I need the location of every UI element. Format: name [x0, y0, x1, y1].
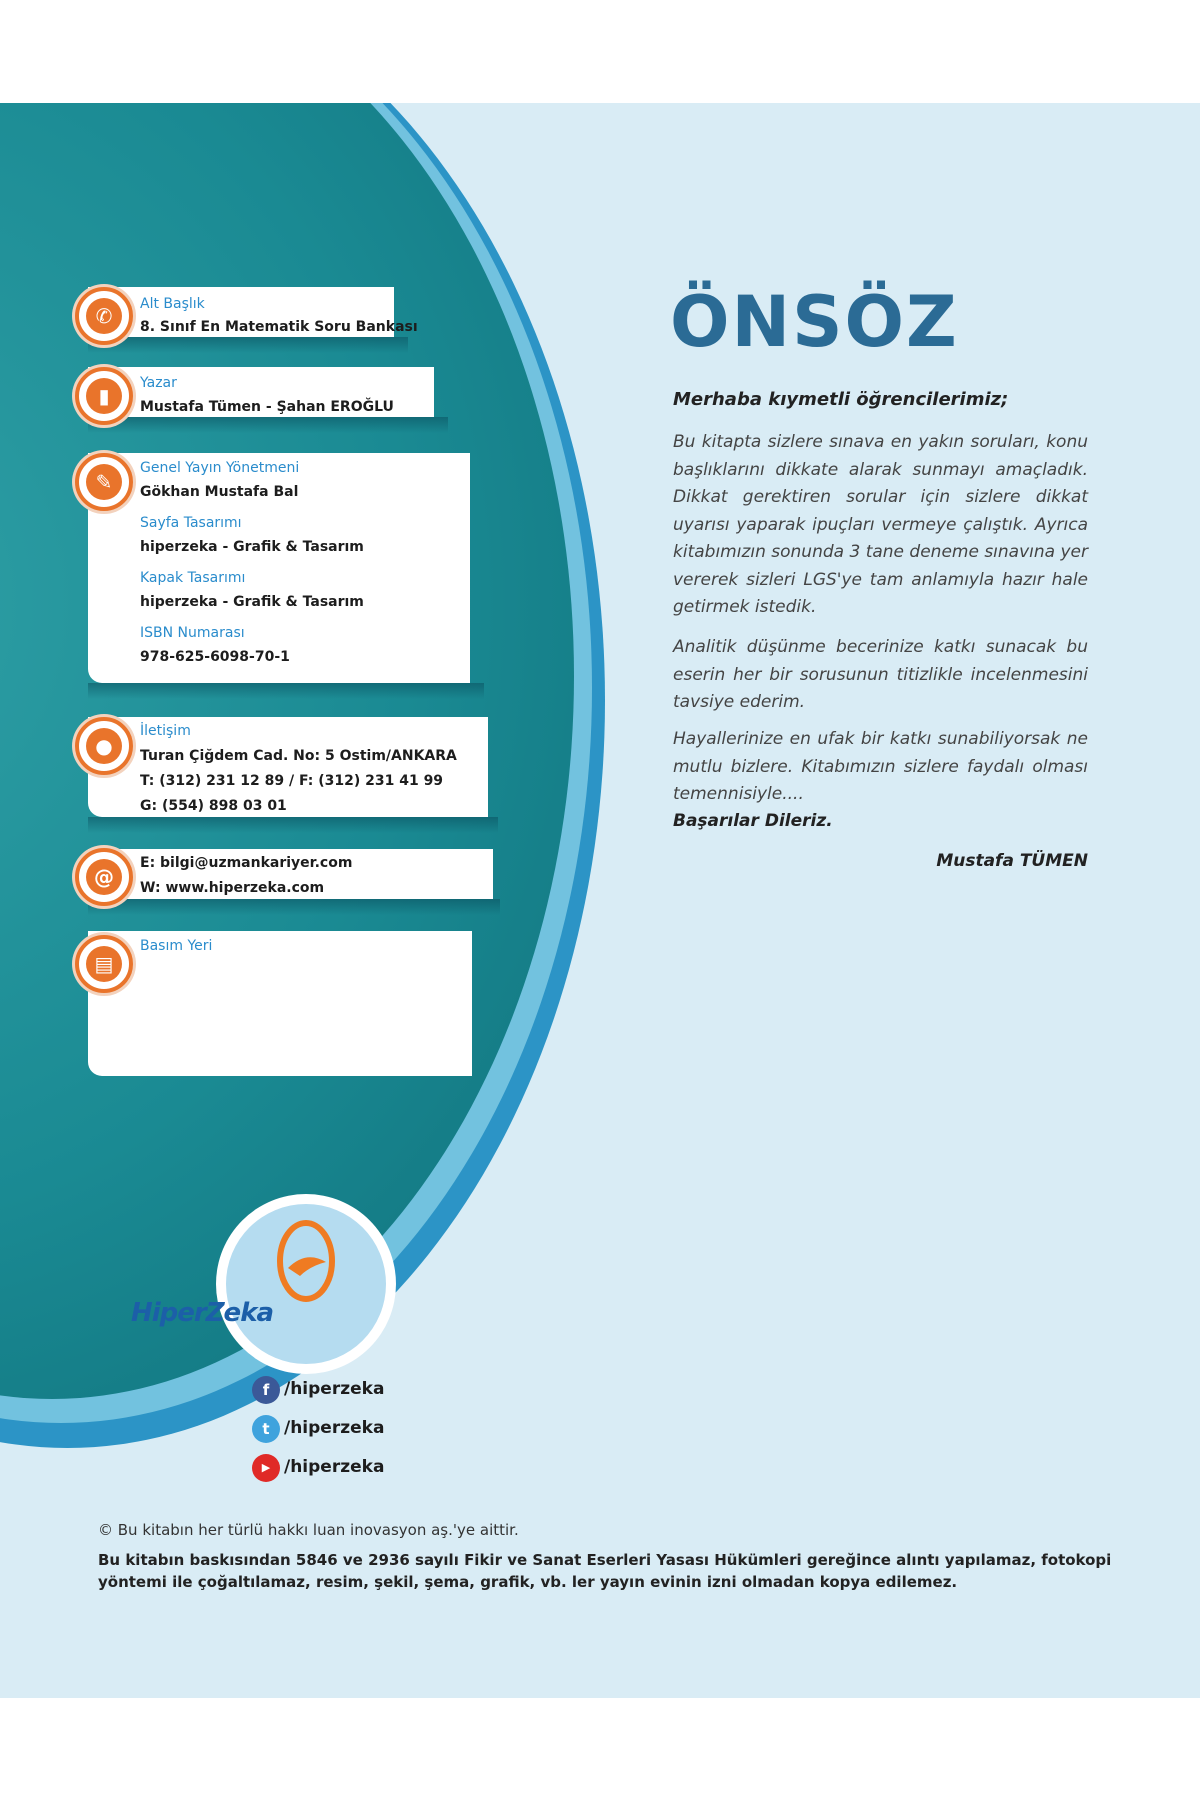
page-title: ÖNSÖZ — [670, 281, 959, 363]
printing-badge — [75, 935, 133, 993]
contact-phone-fax: T: (312) 231 12 89 / F: (312) 231 41 99 — [140, 773, 444, 789]
page-design-value: hiperzeka - Grafik & Tasarım — [140, 539, 364, 555]
subtitle-value: 8. Sınıf En Matematik Soru Bankası — [140, 319, 418, 335]
author-badge — [75, 367, 133, 425]
author-label: Yazar — [140, 375, 177, 391]
panel-shadow — [88, 683, 484, 699]
preface-paragraph: Bu kitapta sizlere sınava en yakın soruları, konu başlıklarını dikkate alarak sunmayı amaçladık. Dikkat gerektiren sorular için sizlere dikkat uyarısı yaparak ipuçları vermeye çalıştık. Ayrıca kitabımızın sonunda 3 tane deneme sınavına yer vererek sizleri LGS'ye tam anlamıyla hazır hale getirmek istedik. — [673, 432, 1088, 617]
director-label: Genel Yayın Yönetmeni — [140, 460, 300, 476]
logo-wordmark: HiperZeka — [130, 1298, 274, 1328]
cover-design-value: hiperzeka - Grafik & Tasarım — [140, 594, 364, 610]
contact-address: Turan Çiğdem Cad. No: 5 Ostim/ANKARA — [140, 748, 457, 764]
facebook-handle[interactable]: /hiperzeka — [284, 1379, 385, 1399]
twitter-handle[interactable]: /hiperzeka — [284, 1418, 385, 1438]
author-value: Mustafa Tümen - Şahan EROĞLU — [140, 399, 394, 415]
preface-paragraph: Analitik düşünme becerinize katkı sunacak bu eserin her bir sorusunun titizlikle incelenmesini tavsiye ederim. — [673, 637, 1088, 712]
printing-label: Basım Yeri — [140, 938, 213, 954]
copyright-notice: © Bu kitabın her türlü hakkı luan inovasyon aş.'ye aittir. — [98, 1521, 519, 1539]
twitter-icon[interactable]: t — [252, 1415, 280, 1443]
book-icon: ▮ — [86, 378, 122, 414]
facebook-icon[interactable]: f — [252, 1376, 280, 1404]
at-icon: @ — [86, 859, 122, 895]
contact-gsm: G: (554) 898 03 01 — [140, 798, 287, 814]
youtube-icon[interactable]: ▶ — [252, 1454, 280, 1482]
youtube-handle[interactable]: /hiperzeka — [284, 1457, 385, 1477]
subtitle-label: Alt Başlık — [140, 296, 205, 312]
legal-notice: Bu kitabın baskısından 5846 ve 2936 sayılı Fikir ve Sanat Eserleri Yasası Hükümleri gereğince alıntı yapılamaz, fotokopi yöntemi ile çoğaltılamaz, resim, şekil, şema, grafik, vb. ler yayın evinin izni olmadan kopya edilemez. — [98, 1551, 1112, 1591]
person-icon: ● — [86, 728, 122, 764]
pen-icon: ✎ — [86, 464, 122, 500]
isbn-value: 978-625-6098-70-1 — [140, 649, 290, 665]
panel-shadow — [88, 817, 498, 833]
panel-shadow — [88, 337, 408, 353]
preface-greeting: Merhaba kıymetli öğrencilerimiz; — [673, 389, 1009, 410]
preface-paragraph: Hayallerinize en ufak bir katkı sunabiliyorsak ne mutlu bizlere. Kitabımızın sizlere faydalı olması temennisiyle.... — [673, 729, 1088, 804]
subtitle-badge — [75, 287, 133, 345]
web-badge — [75, 848, 133, 906]
isbn-label: ISBN Numarası — [140, 625, 245, 641]
preface-signature: Mustafa TÜMEN — [936, 851, 1088, 871]
panel-shadow — [88, 899, 500, 915]
publishing-badge — [75, 453, 133, 511]
panel-shadow — [88, 417, 448, 433]
printer-icon: ▤ — [86, 946, 122, 982]
phone-icon: ✆ — [86, 298, 122, 334]
page-design-label: Sayfa Tasarımı — [140, 515, 242, 531]
preface-wishes: Başarılar Dileriz. — [673, 811, 833, 831]
contact-label: İletişim — [140, 723, 191, 739]
cover-design-label: Kapak Tasarımı — [140, 570, 246, 586]
director-value: Gökhan Mustafa Bal — [140, 484, 299, 500]
page-background — [0, 103, 1200, 1698]
web-email: E: bilgi@uzmankariyer.com — [140, 855, 353, 871]
web-website: W: www.hiperzeka.com — [140, 880, 325, 896]
contact-badge — [75, 717, 133, 775]
